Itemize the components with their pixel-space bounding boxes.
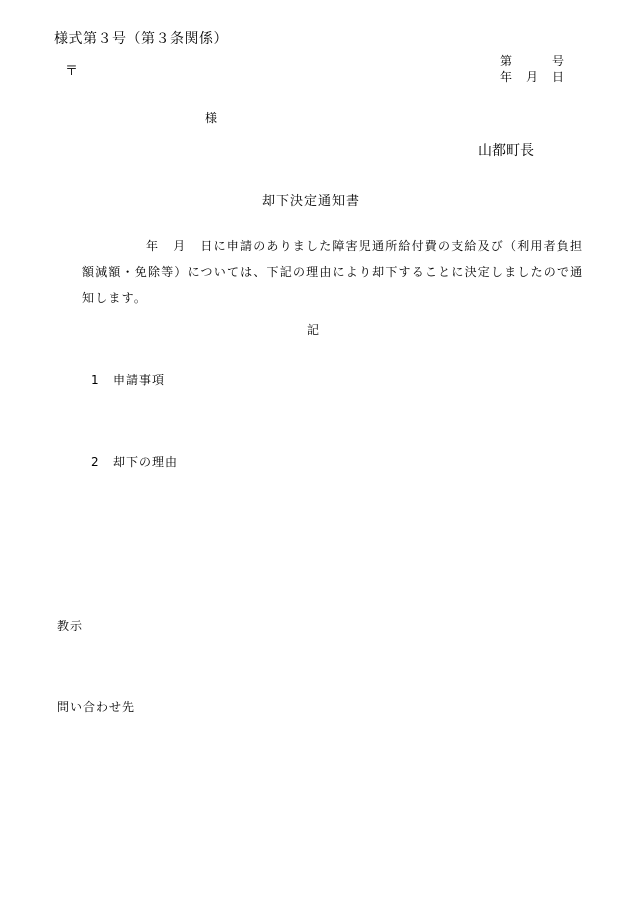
- body-text: [82, 233, 582, 311]
- date-year: 年: [500, 70, 513, 84]
- issue-date: [500, 68, 564, 85]
- form-number: 様式第３号（第３条関係）: [54, 31, 228, 47]
- item-label: 申請事項: [113, 373, 166, 387]
- document-title: 却下決定通知書: [262, 194, 361, 209]
- item-number: 1: [91, 373, 100, 387]
- addressee-suffix: 様: [205, 111, 218, 125]
- doc-number-suffix: 号: [552, 54, 565, 68]
- kyouji-label: 教示: [57, 619, 84, 633]
- body-month: 月: [173, 239, 187, 253]
- body-line-1: [82, 233, 582, 259]
- body-line-2: 額減額・免除等）については、下記の理由により却下することに決定しましたので通: [82, 265, 584, 279]
- item-reason: [91, 453, 178, 470]
- body-year: 年: [146, 239, 160, 253]
- date-month: 月: [526, 70, 539, 84]
- item-application: [91, 371, 165, 388]
- document-number: [500, 52, 564, 69]
- body-line-1-rest: 日に申請のありました障害児通所給付費の支給及び（利用者負担: [200, 239, 584, 253]
- item-number: 2: [91, 455, 100, 469]
- ki-heading: 記: [307, 323, 320, 337]
- issuer-name: 山都町長: [478, 143, 534, 159]
- item-label: 却下の理由: [113, 455, 179, 469]
- body-line-3: 知します。: [82, 291, 148, 305]
- postal-mark: 〒: [65, 64, 79, 79]
- date-day: 日: [552, 70, 565, 84]
- contact-label: 問い合わせ先: [57, 700, 136, 714]
- doc-number-prefix: 第: [500, 54, 513, 68]
